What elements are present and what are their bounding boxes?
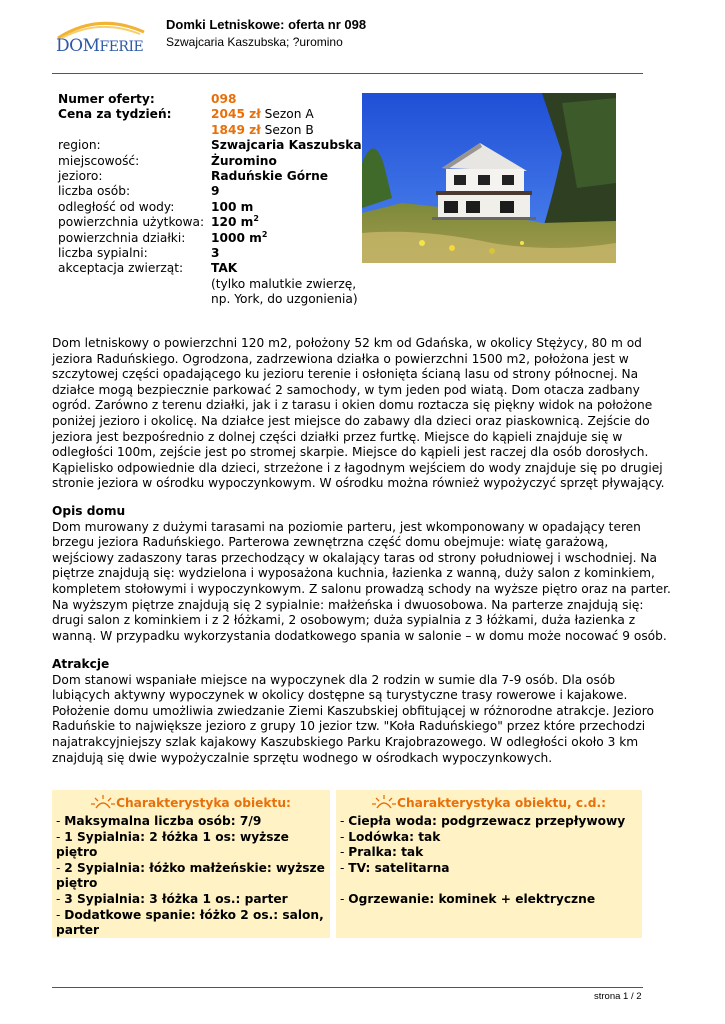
feature-item: - Pralka: tak (340, 845, 424, 860)
page-number: strona 1 / 2 (594, 991, 642, 1002)
page-subtitle: Szwajcaria Kaszubska; ?uromino (166, 35, 343, 49)
region-label: region: (58, 138, 101, 153)
water-distance-label: odległość od wody: (58, 199, 175, 214)
feature-item: - 2 Sypialnia: łóżko małżeńskie: wyższe piętro (56, 860, 325, 891)
feature-item: - Dodatkowe spanie: łóżko 2 os.: salon, parter (56, 907, 324, 938)
price-label: Cena za tydzień: (58, 107, 172, 122)
description-text: Dom letniskowy o powierzchni 120 m2, położony 52 km od Gdańska, w okolicy Stężycy, 80 m od jeziora Raduńskiego. Ogrodzona, zadrzewiona działka o powierzchni 1500 m2, położona jest w szczytowej części opadającego ku jezioru terenie i osłonięta ścianą lasu od strony północnej. Na działce mogą bezpiecznie parkować 2 samochody, w tym jeden pod wiatą. Dom otacza zadbany ogród. Zarówno z terenu działki, jak i z tarasu i okien domu roztacza się piękny widok na położone poniżej jezioro i okolicę. Na działce jest miejsce do zabawy dla dzieci oraz piaskownicą. Zejście do jeziora jest bezpośrednio z dolnej części działki przez furtkę. Miejsce do kąpieli znajduje się w odległości 100m, zejście jest po stromej skarpie. Miejsce do kąpieli jest raczej dla osób dorosłych. Kąpielisko odpowiednie dla dzieci, strzeżone i z łagodnym wejściem do wody znajduje się po drugiej stronie jeziora w ośrodku wypoczynkowym. W ośrodku można również wypożyczyć sprzęt pływający. (52, 336, 665, 491)
header-divider (52, 73, 643, 74)
features-box-1-title: Charakterystyka obiektu: (116, 796, 291, 810)
logo-text-dom: DOM (56, 36, 100, 56)
features-box-1 (52, 790, 330, 938)
season-b-label: Sezon B (264, 122, 314, 137)
feature-item: - Lodówka: tak (340, 829, 441, 844)
region-value: Szwajcaria Kaszubska (211, 138, 362, 153)
water-distance-value: 100 m (211, 199, 254, 214)
usable-area-sup: 2 (253, 214, 259, 224)
feature-item: - Maksymalna liczba osób: 7/9 (56, 814, 262, 828)
town-value: Żuromino (211, 153, 277, 168)
features-boxes (52, 790, 642, 938)
sun-icon (91, 795, 115, 809)
offer-details-table (58, 92, 362, 308)
pets-note-line2: np. York, do uzgonienia) (211, 292, 358, 307)
lake-value: Raduńskie Górne (211, 169, 329, 184)
plot-area-label: powierzchnia działki: (58, 230, 186, 245)
town-label: miejscowość: (58, 153, 140, 168)
page-title: Domki Letniskowe: oferta nr 098 (166, 17, 367, 32)
features-box-2 (336, 790, 642, 938)
feature-item: - Ogrzewanie: kominek + elektryczne (340, 891, 596, 906)
price-season-a: 2045 zł (211, 107, 261, 122)
house-description-title: Opis domu (52, 504, 126, 518)
price-season-b: 1849 zł (211, 122, 261, 137)
feature-spacer (340, 876, 638, 892)
house-description-text: Dom murowany z dużymi tarasami na poziomie parteru, jest wkomponowany w opadający teren brzegu jeziora Raduńskiego. Parterowa zewnętrzna część domu obejmuje: wiatę garażową, wejściowy zadaszony taras przechodzący w okalający taras od strony południowej i wschodniej. Na piętrze znajdują się: wydzielona i wyposażona kuchnia, łazienka z wanną, duży salon z kominkiem, kompletem stołowymi i wypoczynkowym. Z salonu prowadzą schody na wyższe piętro oraz na parter. Na wyższym piętrze znajdują się 2 sypialnie: małżeńska i dwuosobowa. Na parterze znajdują się: drugi salon z kominkiem i z 2 łóżkami, 2 osobowym; duża sypialnia z 3 łóżkami, duża łazienka z wanną. W przypadku wykorzystania dodatkowego spania w salonie – w domu może nocować 9 osób. (52, 519, 671, 643)
plot-area-sup: 2 (261, 229, 268, 239)
logo-text-ferie: FERIE (99, 39, 144, 55)
features-box-2-title: Charakterystyka obiektu, c.d.: (397, 796, 606, 810)
offer-number-label: Numer oferty: (58, 92, 155, 106)
bedrooms-value: 3 (211, 246, 220, 261)
attractions-section (52, 657, 672, 766)
house-description-section (52, 504, 672, 644)
bedrooms-label: liczba sypialni: (58, 246, 148, 261)
usable-area-value: 120 m (211, 215, 254, 230)
usable-area-label: powierzchnia użytkowa: (58, 215, 205, 230)
pets-note-line1: (tylko malutkie zwierzę, (211, 276, 357, 291)
pets-value: TAK (211, 261, 238, 276)
feature-item: - TV: satelitarna (340, 860, 450, 875)
lake-label: jezioro: (58, 169, 103, 184)
attractions-text: Dom stanowi wspaniałe miejsce na wypoczynek dla 2 rodzin w sumie dla 7-9 osób. Dla osób lubiących aktywny wypoczynek w okolicy dostępne są turystyczne trasy rowerowe i kajakowe. Położenie domu umożliwia zwiedzanie Ziemi Kaszubskiej obfitującej w różnorodne atrakcje. Jezioro Raduńskie to największe jezioro z grupy 10 jezior tzw. "Koła Raduńskiego" przez które przechodzi najatrakcyjniejszy szlak kajakowy Kaszubskiego Parku Krajobrazowego. W odległości około 3 km znajdują się dwie wypożyczalnie sprzętu wodnego w ośrodkach wypoczynkowych. (52, 672, 654, 765)
offer-number: 098 (211, 92, 237, 106)
domferie-logo (52, 16, 147, 66)
plot-area-value: 1000 m (211, 230, 262, 245)
persons-value: 9 (211, 184, 220, 199)
house-photo (362, 93, 616, 263)
feature-item: - 3 Sypialnia: 3 łóżka 1 os.: parter (56, 891, 288, 906)
pets-label: akceptacja zwierząt: (58, 261, 184, 276)
sun-icon (372, 795, 396, 809)
feature-item: - 1 Sypialnia: 2 łóżka 1 os: wyższe piętro (56, 829, 289, 860)
attractions-title: Atrakcje (52, 657, 110, 671)
feature-item: - Ciepła woda: podgrzewacz przepływowy (340, 814, 626, 828)
persons-label: liczba osób: (58, 184, 131, 199)
season-a-label: Sezon A (264, 107, 314, 122)
description-section (52, 336, 672, 492)
footer-divider (52, 987, 643, 988)
